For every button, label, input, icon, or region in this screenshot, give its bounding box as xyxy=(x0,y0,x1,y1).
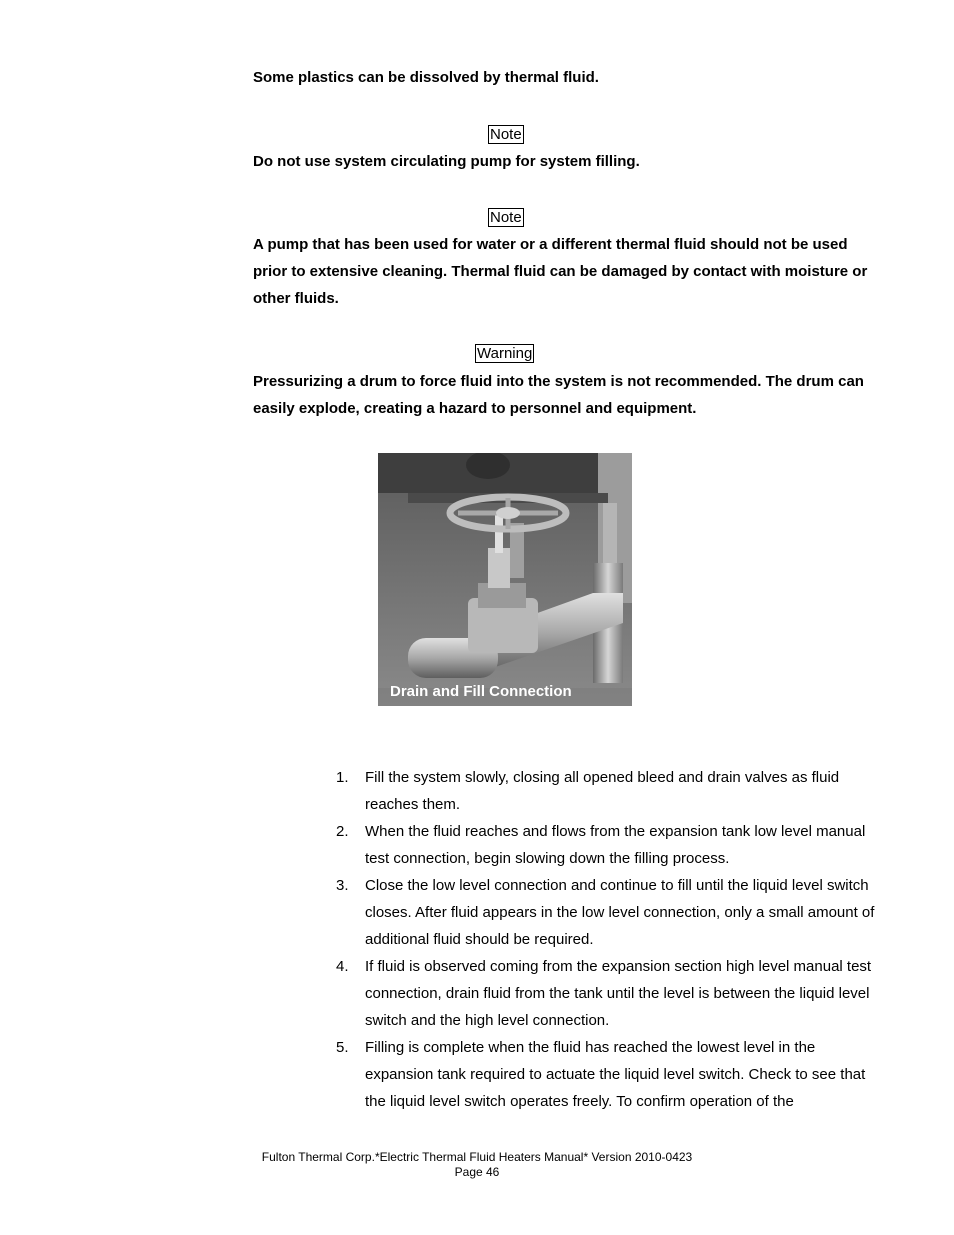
step-text: When the fluid reaches and flows from the expansion tank low level manual test connection, begin slowing down the filling process. xyxy=(365,823,866,867)
step-text: Close the low level connection and continue to fill until the liquid level switch closes. After fluid appears in the low level connection, only a small amount of additional fluid should be required. xyxy=(365,877,875,948)
list-item xyxy=(336,764,876,818)
note-label-1: Note xyxy=(490,126,522,143)
list-item xyxy=(336,953,876,1034)
footer-page-number: Page 46 xyxy=(454,1165,500,1179)
list-item xyxy=(336,818,876,872)
warning-label: Warning xyxy=(477,345,533,362)
step-number: 5. xyxy=(336,1039,349,1056)
list-item xyxy=(336,1034,876,1115)
footer-manual-title: Fulton Thermal Corp.*Electric Thermal Fluid Heaters Manual* Version 2010-0423 xyxy=(261,1150,693,1164)
valve-illustration xyxy=(378,453,632,706)
step-number: 3. xyxy=(336,877,349,894)
step-number: 1. xyxy=(336,769,349,786)
filling-steps-list xyxy=(336,764,876,1115)
warning-text: Pressurizing a drum to force fluid into the system is not recommended. The drum can easily explode, creating a hazard to personnel and equipment. xyxy=(253,373,864,417)
step-number: 4. xyxy=(336,958,349,975)
intro-text: Some plastics can be dissolved by thermal fluid. xyxy=(253,69,599,86)
drain-fill-valve-photo xyxy=(378,453,632,706)
step-text: Filling is complete when the fluid has reached the lowest level in the expansion tank required to actuate the liquid level switch. Check to see that the liquid level switch operates freely. To confirm operation of the xyxy=(365,1039,866,1110)
step-text: Fill the system slowly, closing all opened bleed and drain valves as fluid reaches them. xyxy=(365,769,840,813)
note-label-2: Note xyxy=(490,209,522,226)
step-number: 2. xyxy=(336,823,349,840)
note-text-2: A pump that has been used for water or a different thermal fluid should not be used prior to extensive cleaning. Thermal fluid can be damaged by contact with moisture or other fluids. xyxy=(253,236,868,307)
list-item xyxy=(336,872,876,953)
photo-caption: Drain and Fill Connection xyxy=(390,683,572,700)
note-text-1: Do not use system circulating pump for system filling. xyxy=(253,153,640,170)
step-text: If fluid is observed coming from the expansion section high level manual test connection, drain fluid from the tank until the level is between the liquid level switch and the high level connection. xyxy=(365,958,872,1029)
